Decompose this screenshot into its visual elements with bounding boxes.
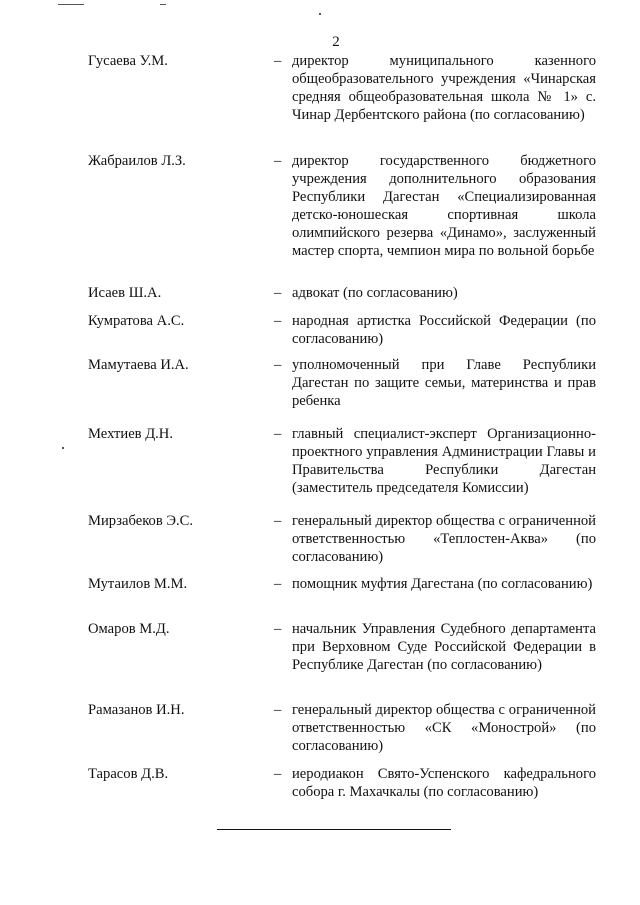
member-position: иеродиакон Свято-Успенского кафедрального собора г. Махачкалы (по согласованию) [292,766,596,800]
dash: – [274,766,282,782]
member-position: главный специалист-эксперт Организационно-проектного управления Администрации Главы и Правительства Республики Дагестан (заместитель председателя Комиссии) [292,426,596,496]
member-name: Омаров М.Д. [88,621,170,637]
page-number: 2 [332,34,340,50]
member-position: помощник муфтия Дагестана (по согласованию) [292,576,593,592]
dash: – [274,513,282,529]
member-position: директор государственного бюджетного учреждения дополнительного образования Республики Дагестан «Специализированная детско-юношеская спортивная школа олимпийского резерва «Динамо», заслуженный мастер спорта, чемпион мира по вольной борьбе [292,153,596,259]
member-position: адвокат (по согласованию) [292,285,458,301]
member-name: Мехтиев Д.Н. [88,426,173,442]
member-position: директор муниципального казенного общеобразовательного учреждения «Чинарская средняя общеобразовательная школа № 1» с. Чинар Дербентского района (по согласованию) [292,53,596,123]
dash: – [274,153,282,169]
scan-mark [160,4,166,5]
dash: – [274,576,282,592]
dash: – [274,313,282,329]
member-position: генеральный директор общества с ограниченной ответственностью «Теплостен-Аква» (по согласованию) [292,513,596,565]
member-name: Исаев Ш.А. [88,285,162,301]
member-name: Мутаилов М.М. [88,576,188,592]
member-name: Гусаева У.М. [88,53,168,69]
dash: – [274,357,282,373]
scan-mark [62,447,64,449]
member-position: генеральный директор общества с ограниченной ответственностью «СК «Монострой» (по согласованию) [292,702,596,754]
member-position: уполномоченный при Главе Республики Дагестан по защите семьи, материнства и прав ребенка [292,357,596,409]
member-name: Тарасов Д.В. [88,766,169,782]
member-name: Жабраилов Л.З. [88,153,186,169]
dash: – [274,53,282,69]
scan-mark [58,4,84,5]
member-position: начальник Управления Судебного департамента при Верховном Суде Российской Федерации в Республике Дагестан (по согласованию) [292,621,596,673]
dash: – [274,285,282,301]
scan-mark [319,13,321,15]
closing-rule [217,829,451,830]
member-name: Мамутаева И.А. [88,357,189,373]
dash: – [274,621,282,637]
dash: – [274,702,282,718]
member-name: Мирзабеков Э.С. [88,513,194,529]
dash: – [274,426,282,442]
member-name: Рамазанов И.Н. [88,702,185,718]
member-name: Кумратова А.С. [88,313,185,329]
member-position: народная артистка Российской Федерации (по согласованию) [292,313,596,347]
